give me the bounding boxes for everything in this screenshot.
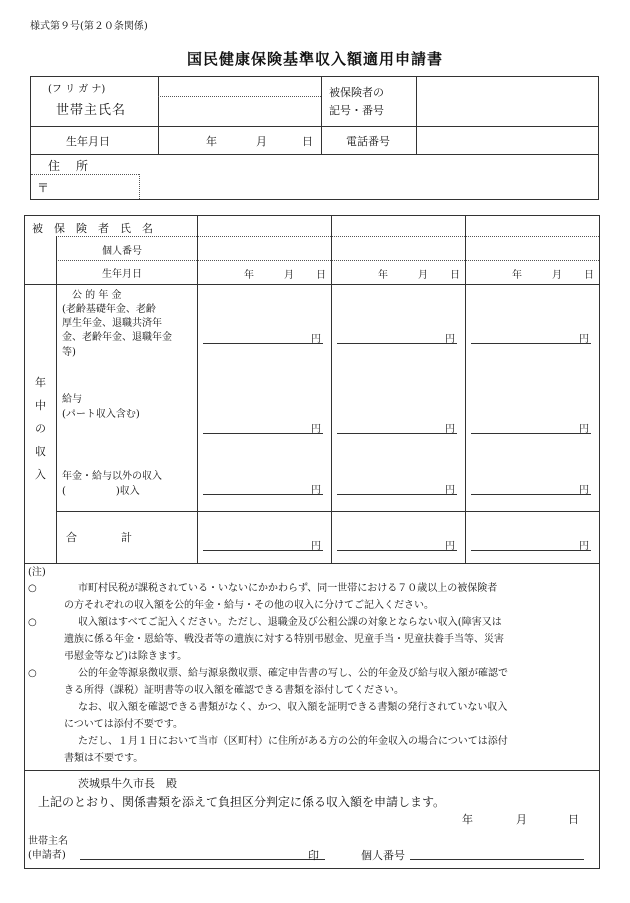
addressee: 茨城県牛久市長 殿 — [78, 777, 177, 790]
applicant-label-1: 世帯主名 — [28, 836, 68, 847]
my-number-label: 個人番号 — [102, 246, 142, 257]
day-unit: 日 — [584, 270, 594, 281]
salary-amount-1[interactable] — [203, 420, 323, 434]
householder-name-field[interactable] — [160, 98, 320, 125]
other-income-label-line-1: 年金・給与以外の収入 — [62, 471, 162, 482]
person-3-name-field[interactable] — [467, 217, 598, 235]
householder-name-label: 世帯主氏名 — [56, 103, 127, 118]
annual-income-char-5: 入 — [35, 468, 46, 481]
yen-unit: 円 — [579, 485, 589, 496]
day-unit: 日 — [568, 813, 579, 826]
page-title: 国民健康保険基準収入額適用申請書 — [186, 50, 443, 68]
yen-unit: 円 — [311, 541, 321, 552]
year-unit: 年 — [462, 813, 473, 826]
insured-symbol-label-2: 記号・番号 — [329, 104, 384, 117]
pension-amount-1[interactable] — [203, 330, 323, 344]
furigana-field[interactable] — [160, 78, 320, 95]
furigana-label: (フ リ ガ ナ) — [48, 84, 106, 95]
declaration: 上記のとおり、関係書類を添えて負担区分判定に係る収入額を申請します。 — [38, 795, 446, 809]
note-1-line-1: 市町村民税が課税されている・いないにかかわらず、同一世帯における７０歳以上の被保険者 — [78, 583, 498, 594]
insured-symbol-label-1: 被保険者の — [329, 86, 384, 99]
insured-symbol-field[interactable] — [418, 78, 596, 125]
note-3-line-5: ただし、１月１日において当市（区町村）に住所がある方の公的年金収入の場合については添付 — [78, 736, 508, 747]
other-income-amount-2[interactable] — [337, 481, 457, 495]
application-date-field[interactable] — [440, 810, 590, 828]
month-unit: 月 — [284, 270, 294, 281]
yen-unit: 円 — [445, 541, 455, 552]
annual-income-char-3: の — [35, 422, 46, 435]
pension-amount-2[interactable] — [337, 330, 457, 344]
note-3-line-6: 書類は不要です。 — [64, 753, 144, 764]
yen-unit: 円 — [311, 485, 321, 496]
insured-name-label: 被 保 険 者 氏 名 — [32, 222, 153, 235]
day-unit: 日 — [302, 135, 313, 148]
applicant-my-number-field[interactable] — [410, 845, 584, 860]
salary-amount-3[interactable] — [471, 420, 591, 434]
pension-label-line-3: 厚生年金、退職共済年 — [62, 318, 162, 329]
year-unit: 年 — [512, 270, 522, 281]
day-unit: 日 — [316, 270, 326, 281]
salary-label-line-2: (パート収入含む) — [62, 409, 140, 420]
address-field[interactable] — [142, 156, 596, 198]
total-label: 合 計 — [66, 531, 132, 544]
note-1-bullet: ○ — [28, 583, 37, 594]
salary-amount-2[interactable] — [337, 420, 457, 434]
person-1-name-field[interactable] — [199, 217, 330, 235]
note-3-bullet: ○ — [28, 668, 37, 679]
note-3-line-4: については添付不要です。 — [64, 719, 183, 730]
yen-unit: 円 — [311, 334, 321, 345]
applicant-label-2: (申請者) — [28, 850, 66, 861]
note-2-line-2: 遺族に係る年金・恩給等、戦没者等の遺族に対する特別弔慰金、児童手当・児童扶養手当等、災害 — [64, 634, 504, 645]
yen-unit: 円 — [311, 424, 321, 435]
yen-unit: 円 — [579, 424, 589, 435]
note-2-line-1: 収入額はすべてご記入ください。ただし、退職金及び公租公課の対象とならない収入(障害又は — [78, 617, 502, 628]
pension-label-line-1: 公 的 年 金 — [72, 290, 122, 301]
yen-unit: 円 — [579, 334, 589, 345]
seal-mark: 印 — [308, 849, 319, 862]
total-amount-2[interactable] — [337, 537, 457, 551]
person-2-name-field[interactable] — [333, 217, 464, 235]
yen-unit: 円 — [445, 334, 455, 345]
pension-label-line-5: 等) — [62, 347, 76, 358]
annual-income-char-4: 収 — [35, 445, 46, 458]
month-unit: 月 — [418, 270, 428, 281]
birthdate-label: 生年月日 — [66, 135, 110, 148]
day-unit: 日 — [450, 270, 460, 281]
applicant-my-number-label: 個人番号 — [361, 849, 405, 862]
note-3-line-3: なお、収入額を確認できる書類がなく、かつ、収入額を証明できる書類の発行されていない収入 — [78, 702, 508, 713]
form-number: 様式第９号(第２０条関係) — [30, 21, 148, 32]
note-3-line-1: 公的年金等源泉徴収票、給与源泉徴収票、確定申告書の写し、公的年金及び給与収入額が確認で — [78, 668, 508, 679]
row-birthdate-label: 生年月日 — [102, 269, 142, 280]
yen-unit: 円 — [445, 485, 455, 496]
note-3-line-2: きる所得（課税）証明書等の収入額を確認できる書類を添付してください。 — [64, 685, 404, 696]
address-label: 住 所 — [48, 159, 91, 173]
annual-income-char-2: 中 — [35, 399, 46, 412]
year-unit: 年 — [378, 270, 388, 281]
year-unit: 年 — [244, 270, 254, 281]
total-amount-3[interactable] — [471, 537, 591, 551]
person-3-my-number-field[interactable] — [467, 238, 598, 259]
yen-unit: 円 — [445, 424, 455, 435]
annual-income-char-1: 年 — [35, 376, 46, 389]
birthdate-field[interactable] — [160, 128, 320, 153]
salary-label-line-1: 給与 — [62, 394, 82, 405]
other-income-amount-1[interactable] — [203, 481, 323, 495]
postal-mark: 〒 — [37, 181, 50, 195]
note-2-bullet: ○ — [28, 617, 37, 628]
other-income-label-line-2: ( )収入 — [62, 486, 140, 497]
note-1-line-2: の方それぞれの収入額を公的年金・給与・その他の収入に分けてご記入ください。 — [64, 600, 434, 611]
note-2-line-3: 弔慰金等など)は除きます。 — [64, 651, 188, 662]
pension-label-line-2: (老齢基礎年金、老齢 — [62, 304, 156, 315]
total-amount-1[interactable] — [203, 537, 323, 551]
person-1-my-number-field[interactable] — [199, 238, 330, 259]
month-unit: 月 — [516, 813, 527, 826]
year-unit: 年 — [206, 135, 217, 148]
month-unit: 月 — [256, 135, 267, 148]
pension-amount-3[interactable] — [471, 330, 591, 344]
phone-label: 電話番号 — [346, 135, 390, 148]
person-3-birthdate-field[interactable] — [467, 262, 598, 283]
person-2-birthdate-field[interactable] — [333, 262, 464, 283]
other-income-amount-3[interactable] — [471, 481, 591, 495]
phone-field[interactable] — [418, 128, 596, 153]
notes-header: (注) — [28, 567, 46, 578]
month-unit: 月 — [552, 270, 562, 281]
applicant-name-field[interactable] — [80, 845, 325, 860]
person-2-my-number-field[interactable] — [333, 238, 464, 259]
yen-unit: 円 — [579, 541, 589, 552]
pension-label-line-4: 金、老齢年金、退職年金 — [62, 332, 172, 343]
person-1-birthdate-field[interactable] — [199, 262, 330, 283]
